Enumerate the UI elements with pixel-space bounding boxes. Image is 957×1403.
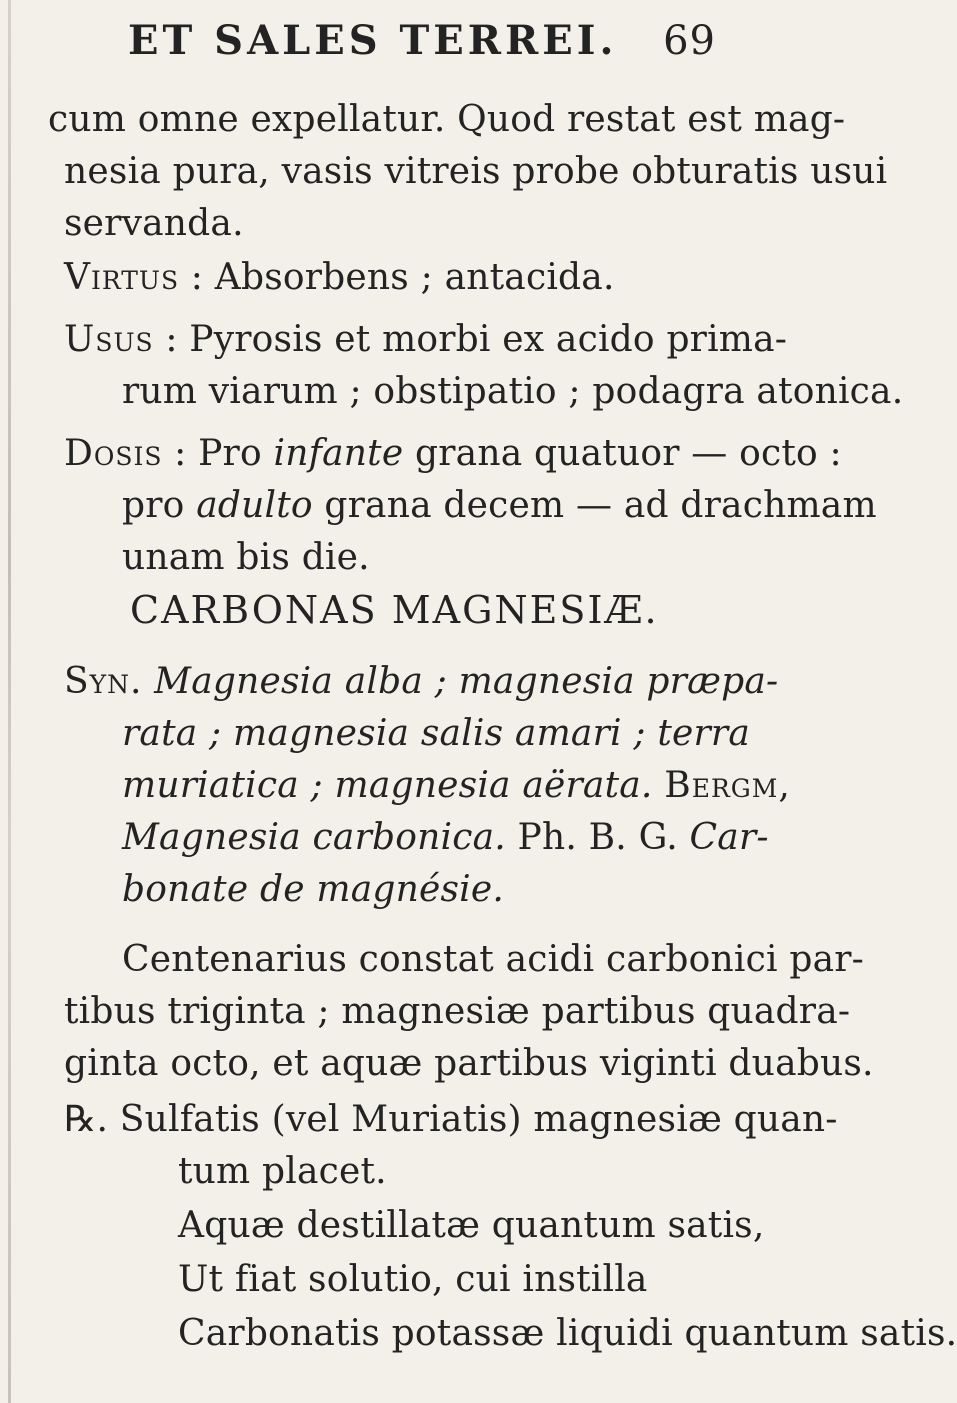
syn-text-4b: Ph. B. G.: [517, 817, 678, 858]
synonyms-line-4: [122, 816, 769, 860]
dosis-pro: pro: [122, 485, 185, 526]
recipe-line-4: Ut fiat solutio, cui instilla: [178, 1259, 648, 1300]
composition-line-2: tibus triginta ; magnesiæ partibus quadra-: [64, 991, 851, 1032]
usus-text: : Pyrosis et morbi ex acido prima-: [165, 319, 788, 360]
recipe-line-5: Carbonatis potassæ liquidi quantum satis.: [178, 1313, 957, 1354]
dosis-adulto: adulto: [196, 485, 313, 526]
dosis-text-a: : Pro: [174, 433, 262, 474]
dosis-line-3: unam bis die.: [122, 537, 370, 578]
syn-text-3a: muriatica ; magnesia aërata.: [122, 765, 653, 806]
syn-text-4c: Car-: [689, 817, 769, 858]
synonyms-line-5: bonate de magnésie.: [122, 869, 505, 910]
recipe-line-1: ℞. Sulfatis (vel Muriatis) magnesiæ quan-: [64, 1099, 838, 1140]
synonyms-line-3: [122, 764, 791, 808]
syn-label: Syn.: [64, 661, 143, 702]
dosis-text-c: grana decem — ad drachmam: [324, 485, 877, 526]
synonyms-line-1: [64, 660, 778, 704]
usus-paragraph: [64, 318, 787, 362]
section-title: CARBONAS MAGNESIÆ.: [130, 588, 659, 632]
dosis-paragraph: [64, 432, 842, 476]
syn-text-4a: Magnesia carbonica.: [122, 817, 506, 858]
composition-line-3: ginta octo, et aquæ partibus viginti duabus.: [64, 1043, 874, 1084]
text-line-3: servanda.: [64, 203, 244, 244]
dosis-infante: infante: [273, 433, 404, 474]
usus-label: Usus: [64, 319, 154, 360]
syn-text-1: Magnesia alba ; magnesia præpa-: [154, 661, 779, 702]
running-title: ET SALES TERREI.: [128, 17, 618, 64]
text-line-2: nesia pura, vasis vitreis probe obturatis usui: [64, 151, 888, 192]
virtus-label: Virtus: [64, 257, 180, 298]
usus-line-2: rum viarum ; obstipatio ; podagra atonica.: [122, 371, 904, 412]
text-line-1: cum omne expellatur. Quod restat est mag-: [48, 99, 846, 140]
composition-line-1: Centenarius constat acidi carbonici par-: [122, 939, 865, 980]
dosis-label: Dosis: [64, 433, 163, 474]
recipe-line-3: Aquæ destillatæ quantum satis,: [178, 1205, 765, 1246]
dosis-line-2: [122, 484, 877, 528]
page-number: 69: [663, 18, 716, 64]
recipe-line-2: tum placet.: [178, 1151, 387, 1192]
virtus-paragraph: [64, 256, 615, 300]
virtus-text: : Absorbens ; antacida.: [190, 257, 615, 298]
dosis-text-b: grana quatuor — octo :: [415, 433, 842, 474]
synonyms-line-2: rata ; magnesia salis amari ; terra: [122, 713, 750, 754]
syn-bergm: Bergm,: [664, 765, 791, 806]
